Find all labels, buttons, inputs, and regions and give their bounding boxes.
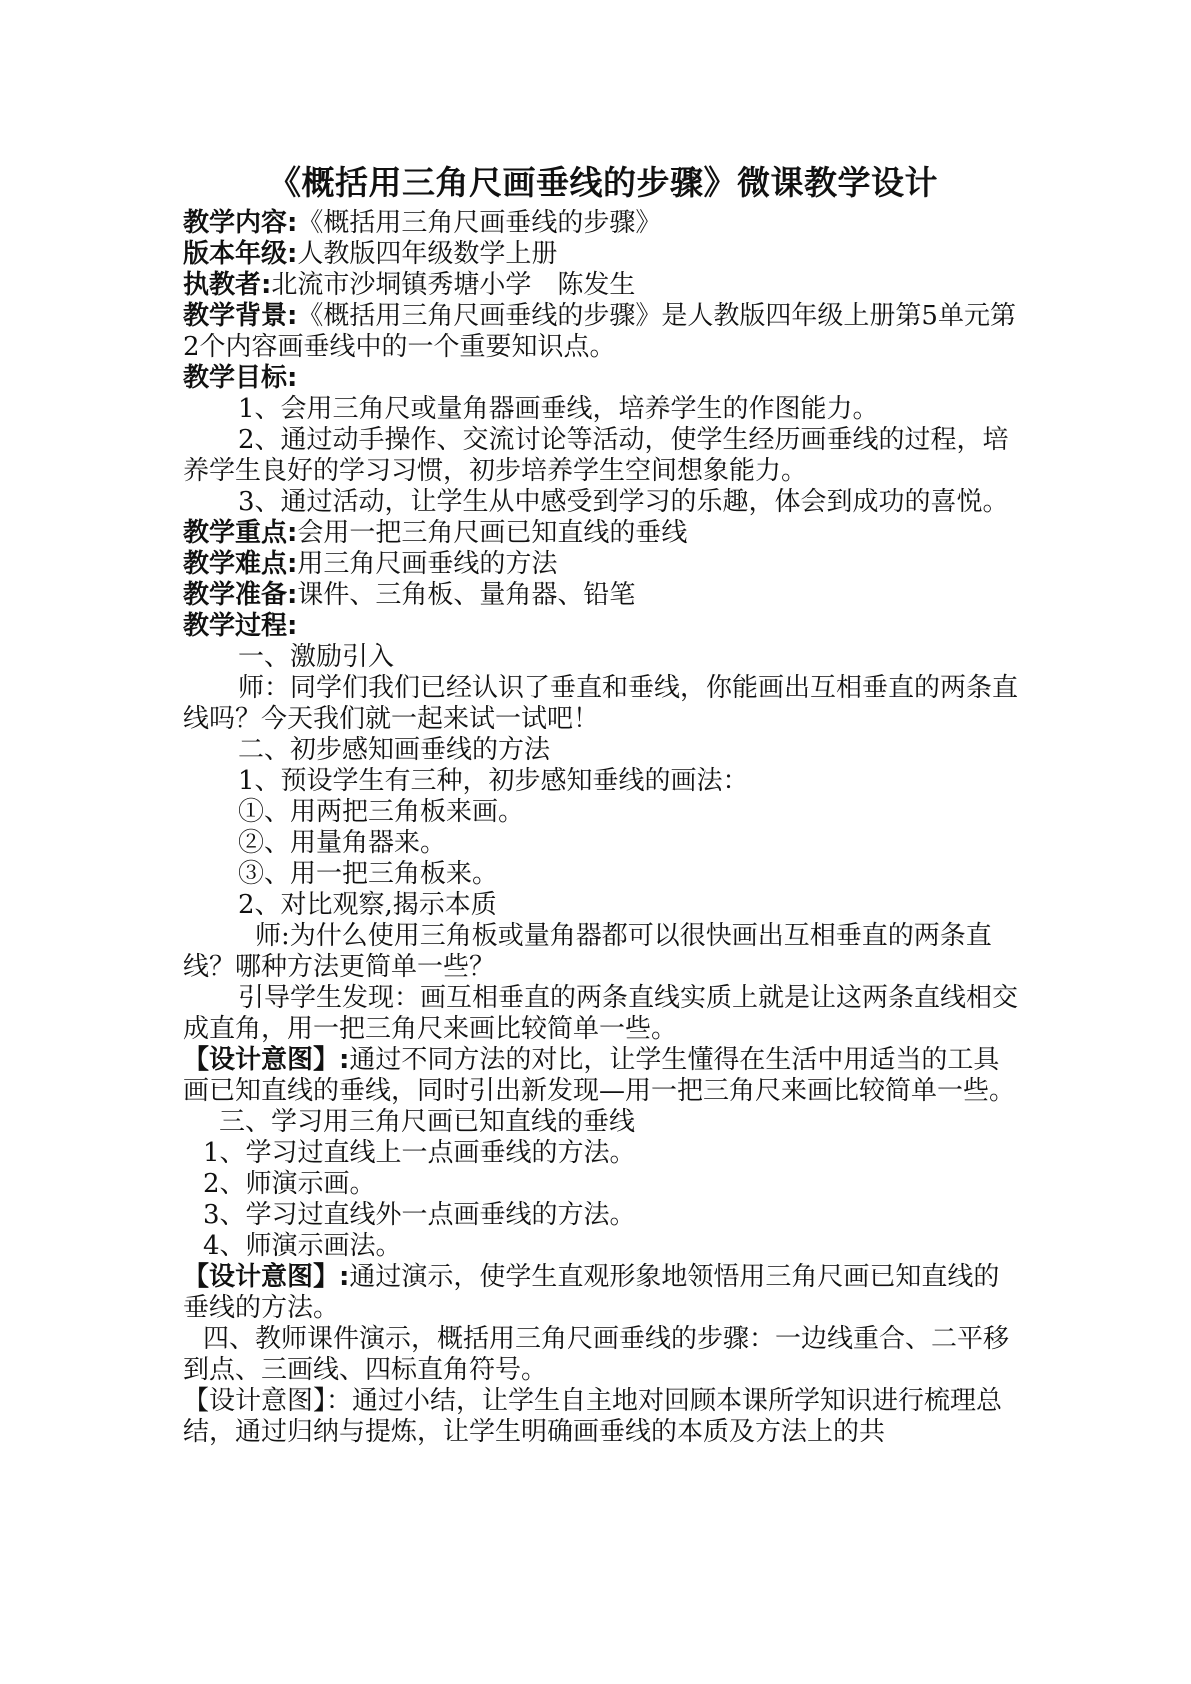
design-intent-text: ：通过小结，让学生自主地对回顾本课所学知识进行梳理总结，通过归纳与提炼，让学生明确画垂线的本质及方法上的共	[183, 1386, 1003, 1447]
method-option: ①、用两把三角板来画。	[238, 797, 525, 827]
key-point-line	[183, 518, 1023, 549]
objective-item: 1、会用三角尺或量角器画垂线，培养学生的作图能力。	[238, 394, 879, 424]
content-value: 《概括用三角尺画垂线的步骤》	[297, 208, 662, 238]
design-intent-paragraph	[183, 1262, 1023, 1324]
section-heading: 二、初步感知画垂线的方法	[238, 735, 551, 765]
difficulty-value: 用三角尺画垂线的方法	[297, 549, 558, 579]
design-intent-text: 通过演示，使学生直观形象地领悟用三角尺画已知直线的垂线的方法。	[183, 1262, 1000, 1323]
preparation-label: 教学准备:	[183, 580, 298, 610]
design-intent-paragraph	[183, 1045, 1023, 1107]
document-page	[183, 160, 1023, 1448]
preparation-value: 课件、三角板、量角器、铅笔	[297, 580, 636, 610]
process-label: 教学过程:	[183, 611, 298, 641]
difficulty-line	[183, 549, 1023, 580]
edition-line	[183, 239, 1023, 270]
background-paragraph	[183, 301, 1023, 363]
process-paragraph: 4、师演示画法。	[203, 1231, 402, 1261]
key-point-value: 会用一把三角尺画已知直线的垂线	[297, 518, 688, 548]
background-value: 《概括用三角尺画垂线的步骤》是人教版四年级上册第5单元第2个内容画垂线中的一个重要知识点。	[183, 301, 1016, 362]
content-line	[183, 208, 1023, 239]
edition-label: 版本年级:	[183, 239, 298, 269]
difficulty-label: 教学难点:	[183, 549, 298, 579]
process-paragraph: 师:为什么使用三角板或量角器都可以很快画出互相垂直的两条直线？哪种方法更简单一些？	[183, 921, 992, 982]
process-paragraph: 3、学习过直线外一点画垂线的方法。	[203, 1200, 636, 1230]
process-paragraph: 师：同学们我们已经认识了垂直和垂线，你能画出互相垂直的两条直线吗？今天我们就一起来试一试吧！	[183, 673, 1019, 734]
key-point-label: 教学重点:	[183, 518, 298, 548]
teacher-value: 北流市沙垌镇秀塘小学 陈发生	[271, 270, 636, 300]
design-intent-text: 通过不同方法的对比，让学生懂得在生活中用适当的工具画已知直线的垂线，同时引出新发现—用一把三角尺来画比较简单一些。	[183, 1045, 1016, 1106]
teacher-line	[183, 270, 1023, 301]
teacher-label: 执教者:	[183, 270, 272, 300]
process-paragraph: 四、教师课件演示，概括用三角尺画垂线的步骤：一边线重合、二平移到点、三画线、四标直角符号。	[183, 1324, 1010, 1385]
section-heading: 三、学习用三角尺画已知直线的垂线	[219, 1107, 636, 1137]
objectives-label: 教学目标:	[183, 363, 298, 393]
objective-item: 3、通过活动，让学生从中感受到学习的乐趣，体会到成功的喜悦。	[238, 487, 1009, 517]
process-paragraph: 2、师演示画。	[203, 1169, 376, 1199]
process-paragraph: 引导学生发现：画互相垂直的两条直线实质上就是让这两条直线相交成直角，用一把三角尺来画比较简单一些。	[183, 983, 1019, 1044]
section-heading: 一、激励引入	[238, 642, 395, 672]
objective-item: 2、通过动手操作、交流讨论等活动，使学生经历画垂线的过程，培养学生良好的学习习惯，初步培养学生空间想象能力。	[183, 425, 1009, 486]
process-paragraph: 2、对比观察,揭示本质	[238, 890, 497, 920]
document-title: 《概括用三角尺画垂线的步骤》微课教学设计	[268, 163, 938, 202]
process-paragraph: 1、学习过直线上一点画垂线的方法。	[203, 1138, 636, 1168]
design-intent-paragraph	[183, 1386, 1023, 1448]
edition-value: 人教版四年级数学上册	[297, 239, 558, 269]
design-intent-label: 【设计意图】	[183, 1386, 327, 1416]
design-intent-label: 【设计意图】:	[183, 1262, 350, 1292]
preparation-line	[183, 580, 1023, 611]
design-intent-label: 【设计意图】:	[183, 1045, 350, 1075]
process-paragraph: 1、预设学生有三种，初步感知垂线的画法：	[238, 766, 749, 796]
method-option: ③、用一把三角板来。	[238, 859, 499, 889]
content-label: 教学内容:	[183, 208, 298, 238]
method-option: ②、用量角器来。	[238, 828, 447, 858]
background-label: 教学背景:	[183, 301, 298, 331]
